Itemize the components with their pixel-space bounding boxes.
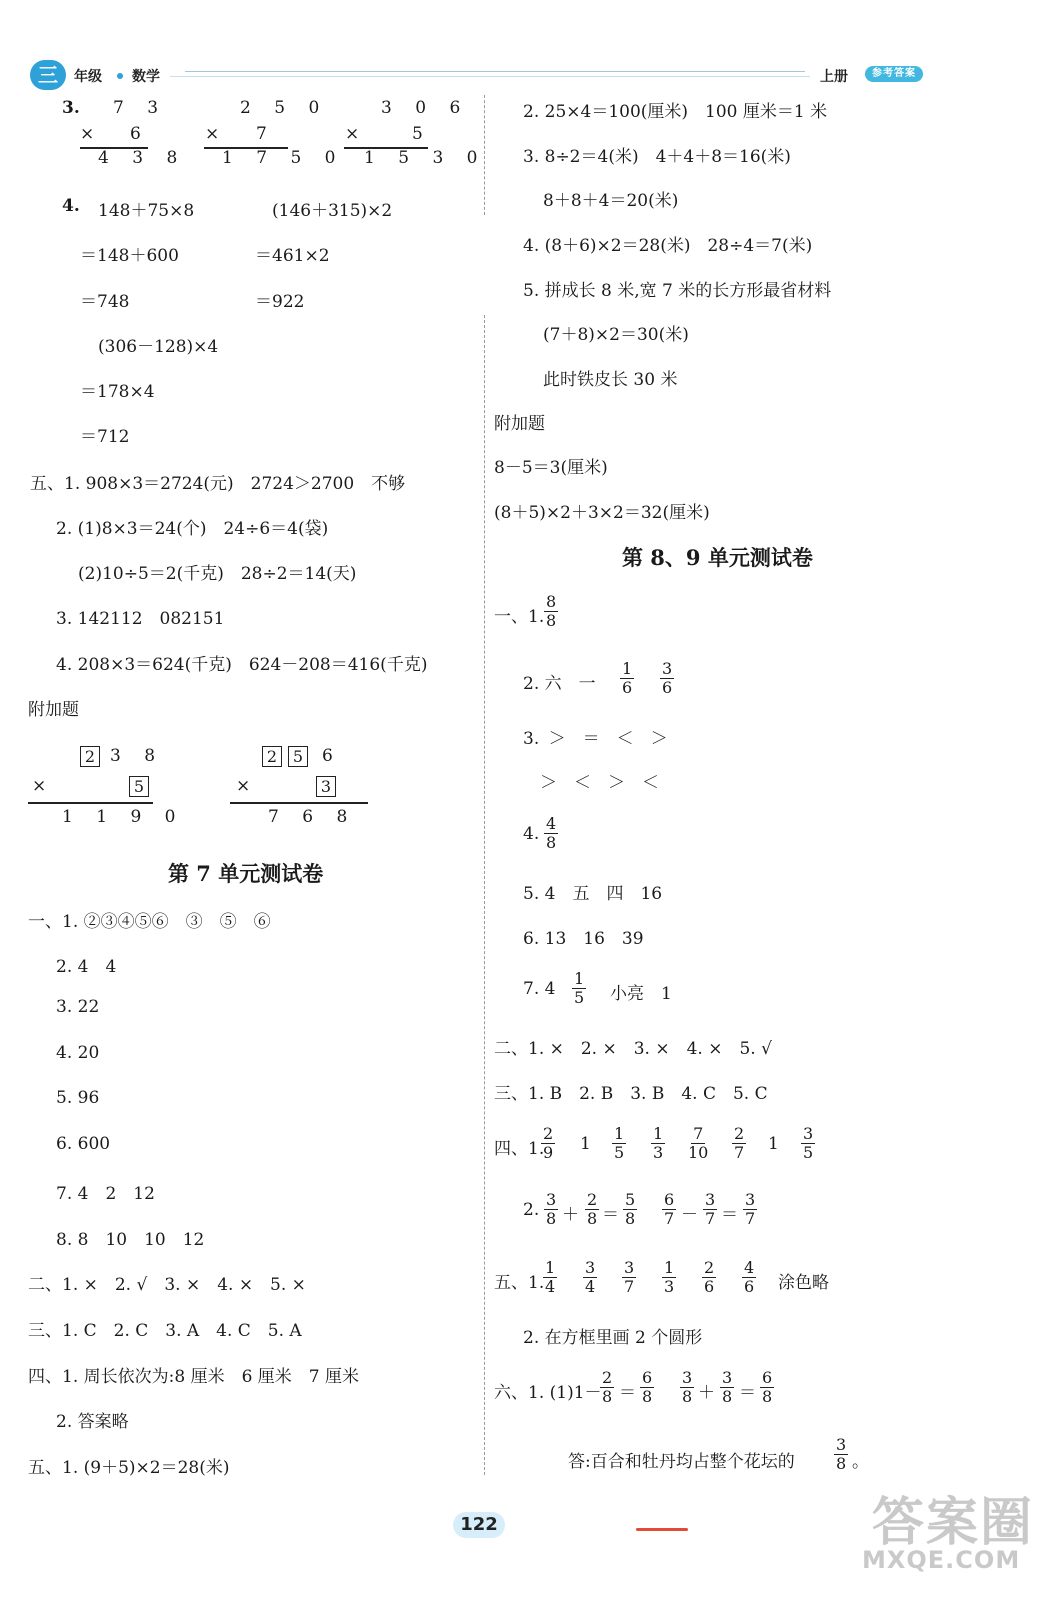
s5-q2: 2. 在方框里画 2 个圆形 [523,1328,703,1348]
calc-c1: (306－128)×4 [98,337,219,357]
right-line: 8－5＝3(厘米) [494,458,608,478]
calc-a3: ＝748 [80,292,130,312]
s1-q4-label: 4. [523,824,540,844]
times-sign: × [205,124,220,144]
fraction: $\frac{3}{5}$ [803,1124,814,1162]
m1-multiplier: 6 [130,124,150,144]
right-line: 8＋8＋4＝20(米) [543,191,679,211]
fraction: $\frac{3}{7}$ [745,1190,756,1228]
right-line: 3. 8÷2＝4(米) 4＋4＋8＝16(米) [523,147,791,167]
s1-q6: 6. 13 16 39 [523,929,644,949]
operator: ＝ [739,1383,756,1403]
s5-q1-label: 五、1. [494,1273,545,1293]
unit7-line: 4. 20 [56,1043,100,1063]
s1-q5: 5. 4 五 四 16 [523,884,663,904]
m2-result: 1 7 5 0 [222,148,345,168]
right-line: 此时铁皮长 30 米 [543,370,678,390]
header-dot [117,73,123,79]
s1-q7-label: 7. 4 [523,979,556,999]
calc-a1: 148＋75×8 [98,201,195,221]
unit7-line: 三、1. C 2. C 3. A 4. C 5. A [28,1321,302,1341]
bonus-p2-result: 7 6 8 [268,807,357,827]
m3-result: 1 5 3 0 [364,148,487,168]
right-bonus-title: 附加题 [494,414,545,434]
m1-top: 7 3 [113,98,168,118]
answer-box: 5 [129,776,149,797]
unit7-line: 5. 96 [56,1088,100,1108]
fraction: $\frac{1}{3}$ [664,1258,675,1296]
s5-line-3: (2)10÷5＝2(千克) 28÷2＝14(天) [78,564,357,584]
calc-b2: ＝461×2 [255,246,330,266]
s5-tail: 涂色略 [778,1273,829,1293]
s6-answer-end: 。 [852,1452,869,1472]
header-rule [185,71,805,72]
fraction: $\frac{3}{7}$ [705,1190,716,1228]
answer-box: 5 [288,746,308,767]
fraction: $\frac{3}{8}$ [546,1190,557,1228]
fraction: $\frac{3}{8}$ [836,1435,847,1473]
fraction: $\frac{3}{6}$ [662,659,673,697]
fraction: $\frac{3}{7}$ [624,1258,635,1296]
s4-q2-label: 2. [523,1200,540,1220]
q4-number: 4. [62,196,80,216]
unit7-title: 第 7 单元测试卷 [168,861,324,886]
fraction: $\frac{7}{10}$ [688,1124,709,1162]
s2-line: 二、1. × 2. × 3. × 4. × 5. √ [494,1039,772,1059]
fraction: $\frac{3}{8}$ [682,1368,693,1406]
fraction: $\frac{2}{8}$ [602,1368,613,1406]
operator: ＝ [619,1383,636,1403]
s5-line-1: 五、1. 908×3＝2724(元) 2724＞2700 不够 [30,474,406,494]
s5-line-5: 4. 208×3＝624(千克) 624－208＝416(千克) [56,655,428,675]
column-divider [484,315,485,1475]
right-line: (7＋8)×2＝30(米) [543,325,689,345]
right-line: 2. 25×4＝100(厘米) 100 厘米＝1 米 [523,102,828,122]
grade-label: 年级 [74,69,102,85]
m1-result: 4 3 8 [98,148,187,168]
calc-b1: (146＋315)×2 [272,201,393,221]
fraction: $\frac{2}{9}$ [543,1124,554,1162]
fraction: $\frac{2}{7}$ [734,1124,745,1162]
unit7-line: 3. 22 [56,997,100,1017]
fraction: $\frac{1}{6}$ [622,659,633,697]
fraction: $\frac{2}{8}$ [587,1190,598,1228]
fraction: $\frac{1}{3}$ [653,1124,664,1162]
s1-q3-row2: ＞ ＜ ＞ ＜ [540,773,659,793]
s1-q3-row1: 3. ＞ ＝ ＜ ＞ [523,729,668,749]
fraction: $\frac{2}{6}$ [704,1258,715,1296]
right-line: (8＋5)×2＋3×2＝32(厘米) [494,503,710,523]
fraction: $\frac{3}{4}$ [585,1258,596,1296]
fraction: $\frac{5}{8}$ [625,1190,636,1228]
s4-value: 1 [580,1134,591,1154]
s1-q2-label: 2. 六 一 [523,674,596,694]
calc-a2: ＝148＋600 [80,246,179,266]
operator: － [681,1205,698,1225]
m3-multiplier: 5 [412,124,432,144]
fraction: $\frac{4}{6}$ [744,1258,755,1296]
unit7-line: 2. 4 4 [56,957,117,977]
unit7-line: 四、1. 周长依次为:8 厘米 6 厘米 7 厘米 [28,1367,360,1387]
times-sign: × [80,124,95,144]
operator: ＋ [698,1383,715,1403]
s5-line-4: 3. 142112 082151 [56,609,225,629]
fraction: $\frac{8}{8}$ [546,592,557,630]
subject-label: 数学 [132,69,160,85]
unit7-line: 五、1. (9＋5)×2＝28(米) [28,1458,230,1478]
bonus-title: 附加题 [28,700,79,720]
m2-top: 2 5 0 [240,98,329,118]
s1-q7-tail: 小亮 1 [610,984,672,1004]
right-line: 4. (8＋6)×2＝28(米) 28÷4＝7(米) [523,236,813,256]
s3-line: 三、1. B 2. B 3. B 4. C 5. C [494,1084,768,1104]
s6-answer: 答:百合和牡丹均占整个花坛的 [568,1452,795,1472]
unit7-line: 一、1. ②③④⑤⑥ ③ ⑤ ⑥ [28,912,271,932]
calc-c3: ＝712 [80,427,130,447]
m3-top: 3 0 6 [381,98,470,118]
grade-badge: 三 [30,60,66,90]
watermark-logo: 答案圈 [872,1493,1035,1553]
answer-box: 2 [262,746,282,767]
brand-pill: 参考答案 [865,66,923,82]
fraction: $\frac{1}{5}$ [614,1124,625,1162]
unit89-title: 第 8、9 单元测试卷 [622,545,813,570]
times-sign: × [345,124,360,144]
q3-number: 3. [62,98,80,118]
s4-q1-label: 四、1. [494,1139,545,1159]
calc-c2: ＝178×4 [80,382,155,402]
fraction: $\frac{1}{5}$ [574,969,585,1007]
operator: ＝ [721,1205,738,1225]
fraction: $\frac{1}{4}$ [545,1258,556,1296]
answer-box: 3 [316,776,336,797]
m2-multiplier: 7 [256,124,276,144]
operator: ＋ [562,1205,579,1225]
answer-box: 2 [80,746,100,767]
right-line: 5. 拼成长 8 米,宽 7 米的长方形最省材料 [523,281,832,301]
bonus-p1-rule [28,802,153,804]
volume-label: 上册 [820,69,848,85]
bonus-p1-result: 1 1 9 0 [62,807,185,827]
unit7-line: 8. 8 10 10 12 [56,1230,205,1250]
unit7-line: 二、1. × 2. √ 3. × 4. × 5. × [28,1275,306,1295]
operator: ＝ [602,1205,619,1225]
calc-b3: ＝922 [255,292,305,312]
times-sign: × [236,776,251,796]
s4-value: 1 [768,1134,779,1154]
s1-q1-label: 一、1. [494,607,545,627]
unit7-line: 7. 4 2 12 [56,1184,155,1204]
unit7-line: 2. 答案略 [56,1412,129,1432]
fraction: $\frac{3}{8}$ [722,1368,733,1406]
bonus-p2-rest: 6 [322,746,342,766]
bonus-p2-rule [230,802,368,804]
fraction: $\frac{6}{8}$ [762,1368,773,1406]
fraction: $\frac{6}{8}$ [642,1368,653,1406]
s5-line-2: 2. (1)8×3＝24(个) 24÷6＝4(袋) [56,519,329,539]
header-rule-2 [170,76,810,77]
red-mark [636,1528,688,1531]
fraction: $\frac{4}{8}$ [546,814,557,852]
unit7-line: 6. 600 [56,1134,111,1154]
times-sign: × [32,776,47,796]
page-number: 122 [453,1512,505,1538]
watermark-url: MXQE.COM [862,1546,1021,1574]
bonus-p1-rest: 3 8 [110,746,165,766]
fraction: $\frac{6}{7}$ [664,1190,675,1228]
s6-label: 六、1. (1)1－ [494,1383,602,1403]
